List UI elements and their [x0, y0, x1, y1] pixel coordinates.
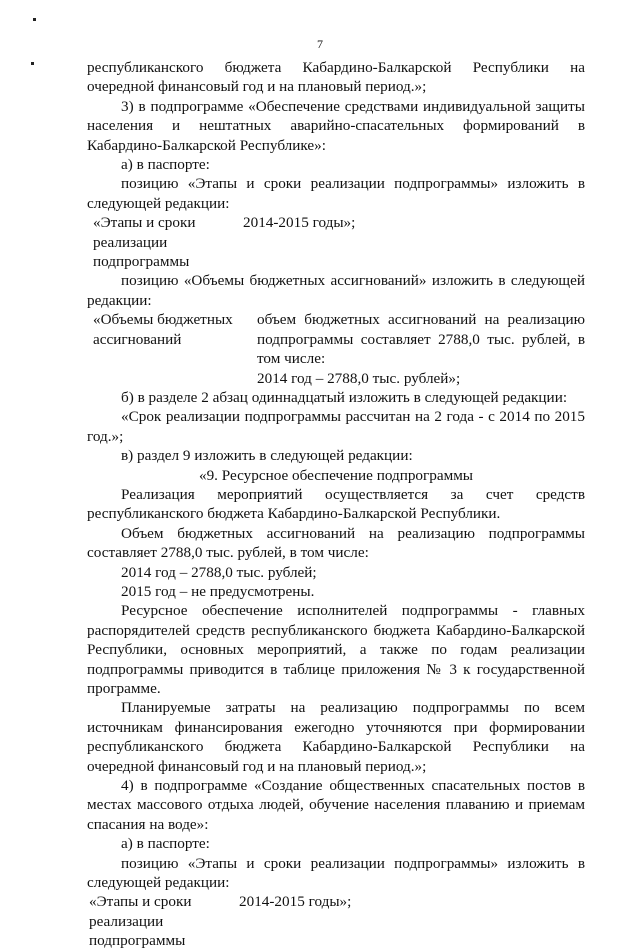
paragraph: Ресурсное обеспечение исполнителей подпрограммы - главных распорядителей средств республиканского бюджета Кабардино-Балкарской Республики, основных мероприятий, а также по годам реализации подпрограммы приводится в таблице приложения № 3 к государственной программе. [87, 602, 585, 697]
passport-label: «Объемы бюджетных ассигнований [93, 311, 233, 348]
paragraph: позицию «Этапы и сроки реализации подпрограммы» изложить в следующей редакции: [87, 854, 585, 892]
section-heading: «9. Ресурсное обеспечение подпрограммы [198, 466, 474, 484]
passport-value-text: 2014 год – 2788,0 тыс. рублей»; [257, 369, 461, 387]
paragraph: а) в паспорте: [121, 156, 210, 174]
paragraph: 3) в подпрограмме «Обеспечение средствами индивидуальной защиты населения и нештатных аварийно-спасательных формирований в Кабардино-Балкарской Республике»: [87, 97, 585, 154]
paragraph: Реализация мероприятий осуществляется за счет средств республиканского бюджета Кабардино-Балкарской Республики. [87, 485, 585, 523]
page-number: 7 [317, 37, 323, 51]
passport-label: «Этапы и сроки реализации подпрограммы [93, 214, 196, 271]
passport-value-text: объем бюджетных ассигнований на реализацию подпрограммы составляет 2788,0 тыс. рублей, в том числе: [257, 311, 585, 368]
passport-value: 2014-2015 годы»; [239, 893, 352, 911]
scan-mark [33, 18, 36, 21]
paragraph: 4) в подпрограмме «Создание общественных спасательных постов в местах массового отдыха людей, обучение населения плаванию и приемам спасания на воде»: [87, 777, 585, 833]
passport-value [257, 310, 585, 388]
passport-row [87, 310, 585, 388]
document-body [87, 58, 585, 951]
paragraph: 2015 год – не предусмотрены. [121, 582, 315, 600]
paragraph: Объем бюджетных ассигнований на реализацию подпрограммы составляет 2788,0 тыс. рублей, в том числе: [87, 524, 585, 562]
paragraph: позицию «Этапы и сроки реализации подпрограммы» изложить в следующей редакции: [87, 175, 585, 212]
passport-value: 2014-2015 годы»; [243, 214, 356, 232]
paragraph: 2014 год – 2788,0 тыс. рублей; [121, 563, 317, 581]
scan-mark [31, 62, 34, 65]
passport-row [87, 213, 585, 271]
paragraph: позицию «Объемы бюджетных ассигнований» изложить в следующей редакции: [87, 272, 585, 309]
paragraph: в) раздел 9 изложить в следующей редакции: [121, 447, 413, 465]
passport-row [87, 892, 585, 950]
paragraph: «Срок реализации подпрограммы рассчитан на 2 года - с 2014 по 2015 год.»; [87, 408, 585, 445]
paragraph: а) в паспорте: [121, 835, 210, 853]
paragraph: Планируемые затраты на реализацию подпрограммы по всем источникам финансирования ежегодно уточняются при формировании республиканского бюджета Кабардино-Балкарской Республики на очередной финансовый год и на плановый период.»; [87, 699, 585, 775]
paragraph: республиканского бюджета Кабардино-Балкарской Республики на очередной финансовый год и на плановый период.»; [87, 59, 585, 96]
passport-label: «Этапы и сроки реализации подпрограммы [89, 893, 192, 950]
paragraph: б) в разделе 2 абзац одиннадцатый изложить в следующей редакции: [121, 388, 568, 406]
